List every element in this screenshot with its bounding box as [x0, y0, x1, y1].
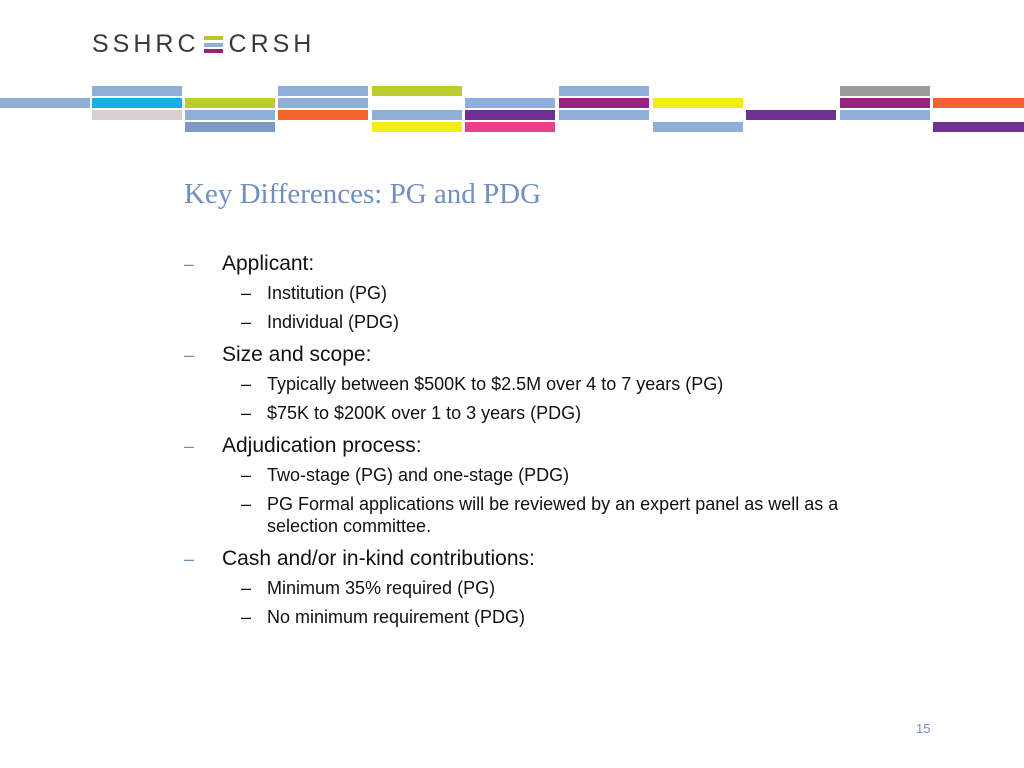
bullet-item	[184, 341, 884, 424]
decorative-bar	[278, 98, 368, 108]
slide-title: Key Differences: PG and PDG	[184, 178, 542, 210]
decorative-bar	[372, 110, 462, 120]
sub-bullet-text: $75K to $200K over 1 to 3 years (PDG)	[267, 403, 582, 423]
sub-bullet-text: Two-stage (PG) and one-stage (PDG)	[267, 465, 570, 485]
decorative-bar	[653, 98, 743, 108]
decorative-bar	[559, 98, 649, 108]
sub-bullet-text: Typically between $500K to $2.5M over 4 to 7 years (PG)	[267, 374, 724, 394]
dash-bullet-icon: –	[241, 312, 252, 332]
decorative-bar	[559, 86, 649, 96]
sub-bullet-list	[184, 464, 884, 537]
bullet-heading-text: Cash and/or in-kind contributions:	[222, 547, 535, 570]
decorative-bar	[465, 110, 555, 120]
bullet-heading-text: Adjudication process:	[222, 434, 422, 457]
dash-bullet-icon: –	[241, 607, 252, 627]
decorative-bar	[653, 122, 743, 132]
decorative-bar	[372, 122, 462, 132]
decorative-bar	[840, 98, 930, 108]
bullet-heading-text: Size and scope:	[222, 343, 372, 366]
decorative-color-bars	[0, 0, 1024, 140]
decorative-bar	[840, 86, 930, 96]
sub-bullet-text: Individual (PDG)	[267, 312, 400, 332]
dash-bullet-icon: –	[241, 465, 252, 485]
dash-bullet-icon: –	[241, 374, 252, 394]
decorative-bar	[92, 110, 182, 120]
bullet-item	[184, 545, 884, 628]
bullet-heading	[184, 432, 884, 460]
decorative-bar	[278, 86, 368, 96]
sub-bullet-item	[184, 464, 884, 486]
sub-bullet-list	[184, 373, 884, 424]
decorative-bar	[840, 110, 930, 120]
sub-bullet-item	[184, 493, 884, 537]
decorative-bar	[185, 98, 275, 108]
dash-bullet-icon: –	[184, 549, 195, 569]
sub-bullet-item	[184, 606, 884, 628]
decorative-bar	[559, 110, 649, 120]
sub-bullet-item	[184, 311, 884, 333]
bullet-heading-text: Applicant:	[222, 252, 315, 275]
sub-bullet-list	[184, 577, 884, 628]
bullet-heading	[184, 341, 884, 369]
sub-bullet-text: Minimum 35% required (PG)	[267, 578, 496, 598]
bullet-item	[184, 432, 884, 537]
decorative-bar	[92, 86, 182, 96]
sub-bullet-item	[184, 577, 884, 599]
sub-bullet-text: Institution (PG)	[267, 283, 388, 303]
logo-text-right: CRSH	[228, 30, 316, 58]
sub-bullet-item	[184, 402, 884, 424]
dash-bullet-icon: –	[241, 494, 252, 514]
decorative-bar	[278, 110, 368, 120]
decorative-bar	[0, 98, 90, 108]
decorative-bar	[933, 98, 1024, 108]
decorative-bar	[933, 122, 1024, 132]
sub-bullet-text: No minimum requirement (PDG)	[267, 607, 526, 627]
dash-bullet-icon: –	[241, 578, 252, 598]
bullet-heading	[184, 250, 884, 278]
page-number: 15	[916, 721, 931, 736]
decorative-bar	[185, 110, 275, 120]
sub-bullet-text: PG Formal applications will be reviewed by an expert panel as well as a selection committee.	[267, 494, 839, 536]
sub-bullet-item	[184, 282, 884, 304]
bullet-item	[184, 250, 884, 333]
decorative-bar	[185, 122, 275, 132]
decorative-bar	[372, 86, 462, 96]
decorative-bar	[746, 110, 836, 120]
logo-text-left: SSHRC	[92, 30, 200, 58]
decorative-bar	[92, 98, 182, 108]
dash-bullet-icon: –	[241, 283, 252, 303]
bullet-heading	[184, 545, 884, 573]
dash-bullet-icon: –	[241, 403, 252, 423]
decorative-bar	[465, 122, 555, 132]
decorative-bar	[465, 98, 555, 108]
dash-bullet-icon: –	[184, 436, 195, 456]
sub-bullet-list	[184, 282, 884, 333]
dash-bullet-icon: –	[184, 254, 195, 274]
sub-bullet-item	[184, 373, 884, 395]
bullet-list	[184, 250, 884, 628]
dash-bullet-icon: –	[184, 345, 195, 365]
